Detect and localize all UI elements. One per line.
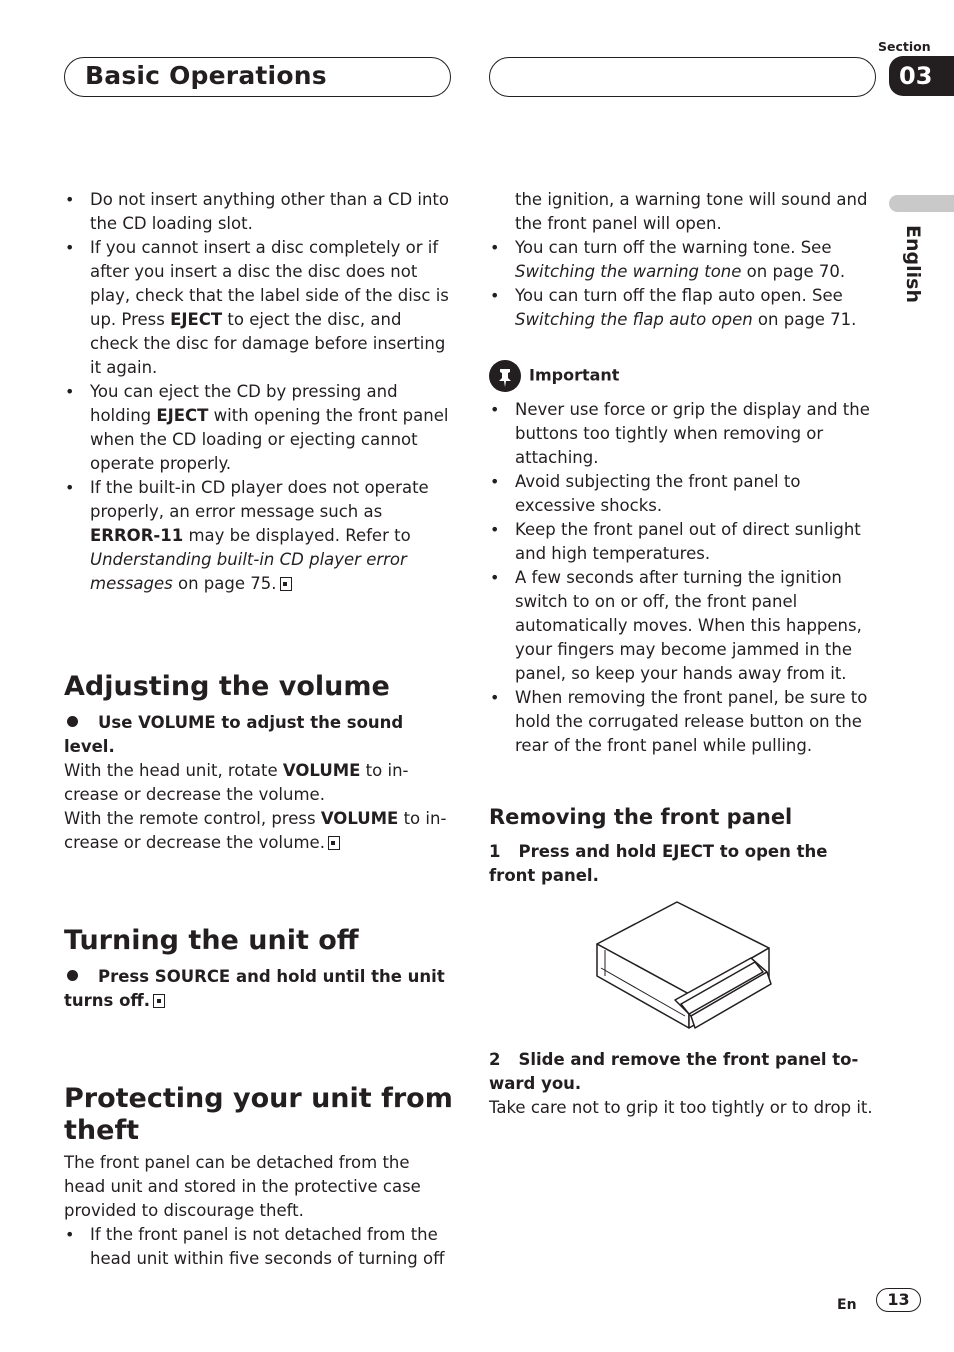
text-run: with opening the front panel when the CD loading or ejecting cannot operate properly. xyxy=(90,406,449,473)
text-run: A few seconds after turning the ignition switch to on or off, the front panel automatically moves. When this happens, your fingers may become jammed in the panel, so keep your hands away from it. xyxy=(515,568,862,683)
language-tab-marker xyxy=(889,195,954,212)
step-number: 2 xyxy=(489,1050,501,1069)
bold-term: VOLUME xyxy=(282,761,361,780)
volume-paragraph xyxy=(64,807,454,855)
bullet-icon: • xyxy=(490,472,500,491)
text-run: may be displayed. Refer to xyxy=(183,526,411,545)
section-label: Section xyxy=(878,39,931,54)
bullet-icon: • xyxy=(65,238,75,257)
text-run: Keep the front panel out of direct sunlight and high temperatures. xyxy=(515,520,861,563)
volume-paragraphs xyxy=(64,759,454,855)
header-blank-frame xyxy=(489,57,876,97)
bullet-icon: • xyxy=(65,382,75,401)
step-text: Slide and remove the front panel toward you. xyxy=(489,1050,859,1093)
unit-off-step xyxy=(64,965,454,1013)
page-number: 13 xyxy=(876,1288,921,1312)
bold-term: EJECT xyxy=(170,310,223,329)
important-bullet-list xyxy=(489,398,879,758)
cross-reference: Switching the flap auto open xyxy=(515,310,753,329)
volume-heading: Adjusting the volume xyxy=(64,671,390,702)
volume-step-text: Use VOLUME to adjust the sound level. xyxy=(64,713,404,756)
bullet-icon: • xyxy=(65,190,75,209)
text-run: on page 75. xyxy=(172,574,277,593)
chapter-title: Basic Operations xyxy=(85,61,327,90)
step-bullet-icon xyxy=(67,716,78,727)
theft-heading: Protecting your unit from theft xyxy=(64,1083,453,1146)
text-run: on page 70. xyxy=(741,262,846,281)
removing-note: Take care not to grip it too tightly or to drop it. xyxy=(489,1098,873,1117)
right-column xyxy=(489,188,879,1120)
list-item xyxy=(489,398,879,470)
text-run: You can turn off the flap auto open. See xyxy=(515,286,843,305)
volume-paragraph xyxy=(64,759,454,807)
bullet-icon: • xyxy=(490,238,500,257)
cross-reference: Switching the warning tone xyxy=(515,262,742,281)
bullet-icon: • xyxy=(490,520,500,539)
step-number: 1 xyxy=(489,842,501,861)
bullet-icon: • xyxy=(490,688,500,707)
end-mark-icon xyxy=(328,836,340,850)
list-item xyxy=(489,518,879,566)
language-tab-label: English xyxy=(902,225,924,303)
unit-off-heading: Turning the unit off xyxy=(64,925,359,956)
list-item xyxy=(64,476,454,596)
list-item xyxy=(489,470,879,518)
important-label-row xyxy=(489,360,879,392)
text-run: With the head unit, rotate xyxy=(64,761,283,780)
bold-term: VOLUME xyxy=(320,809,399,828)
chapter-title-frame xyxy=(64,57,451,97)
right-theft-bullet-list xyxy=(489,236,879,332)
text-run: You can turn off the warning tone. See xyxy=(515,238,832,257)
text-run: on page 71. xyxy=(752,310,857,329)
text-run: Never use force or grip the display and the buttons too tightly when removing or attaching. xyxy=(515,400,870,467)
removing-heading: Removing the front panel xyxy=(489,805,793,829)
text-run: Do not insert anything other than a CD into the CD loading slot. xyxy=(90,190,449,233)
unit-off-step-text: Press SOURCE and hold until the unit turns off. xyxy=(64,967,445,1010)
list-item xyxy=(489,236,879,284)
bullet-icon: • xyxy=(65,1225,75,1244)
bullet-icon: • xyxy=(490,400,500,419)
list-item xyxy=(64,236,454,380)
list-item xyxy=(489,686,879,758)
step-text: Press and hold EJECT to open the front panel. xyxy=(489,842,828,885)
removing-step-1 xyxy=(489,840,879,888)
text-run: Avoid subjecting the front panel to excessive shocks. xyxy=(515,472,801,515)
text-run: If the built-in CD player does not operate properly, an error message such as xyxy=(90,478,429,521)
theft-body: The front panel can be detached from the head unit and stored in the protective case provided to discourage theft. xyxy=(64,1153,421,1220)
important-icon xyxy=(489,360,521,392)
footer-lang: En xyxy=(837,1297,857,1313)
removing-step-2 xyxy=(489,1048,879,1096)
text-run: to increase or decrease the volume. xyxy=(64,809,447,852)
important-label: Important xyxy=(529,365,620,385)
intro-bullet-list xyxy=(64,188,454,596)
end-mark-icon xyxy=(153,994,165,1008)
step-bullet-icon xyxy=(67,970,78,981)
text-run: to increase or decrease the volume. xyxy=(64,761,409,804)
list-item xyxy=(64,380,454,476)
bullet-icon: • xyxy=(65,478,75,497)
text-run: to eject the disc, and check the disc for damage before inserting it again. xyxy=(90,310,446,377)
volume-step xyxy=(64,711,454,759)
theft-bullet-continuation: the ignition, a warning tone will sound and the front panel will open. xyxy=(515,190,868,233)
bullet-icon: • xyxy=(490,568,500,587)
theft-bullet-list xyxy=(64,1223,454,1271)
text-run: When removing the front panel, be sure to hold the corrugated release button on the rear of the front panel while pulling. xyxy=(515,688,868,755)
end-mark-icon xyxy=(280,577,292,591)
text-run: If the front panel is not detached from the head unit within five seconds of turning off xyxy=(90,1225,445,1268)
text-run: You can eject the CD by pressing and holding xyxy=(90,382,398,425)
text-run: If you cannot insert a disc completely or if after you insert a disc the disc does not play, check that the label side of the disc is up. Press xyxy=(90,238,449,329)
front-panel-illustration xyxy=(489,888,879,1048)
bold-term: EJECT xyxy=(156,406,209,425)
list-item xyxy=(64,1223,454,1271)
bold-term: ERROR-11 xyxy=(90,526,184,545)
section-number: 03 xyxy=(889,56,954,96)
left-column xyxy=(64,188,454,1271)
text-run: With the remote control, press xyxy=(64,809,321,828)
list-item xyxy=(489,566,879,686)
bullet-icon: • xyxy=(490,286,500,305)
list-item xyxy=(489,284,879,332)
list-item xyxy=(64,188,454,236)
cross-reference: Understanding built-in CD player error messages xyxy=(90,550,407,593)
